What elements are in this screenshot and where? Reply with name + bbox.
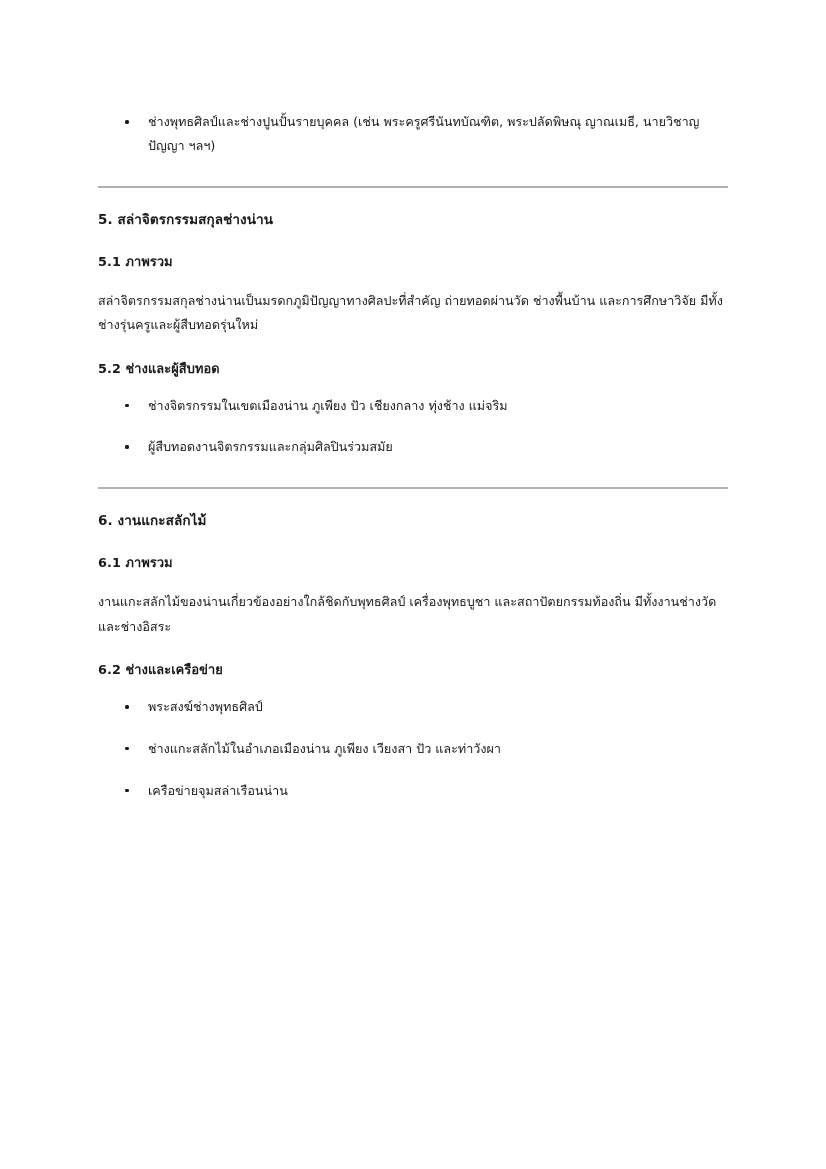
list-item-label: พระสงฆ์ช่างพุทธศิลป์ [148,699,263,715]
list-item [98,737,728,761]
bullet-list-5-2 [98,394,728,460]
subsection-heading-5-2: 5.2 ช่างและผู้สืบทอด [98,361,220,377]
list-item-label: เครือข่ายจุมสล่าเรือนน่าน [148,782,288,798]
list-item [98,110,728,158]
section-heading-6: 6. งานแกะสลักไม้ [98,513,207,530]
section-divider-wrapper-5 [98,158,728,188]
list-item-label: ช่างพุทธศิลป์และช่างปูนปั้นรายบุคคล (เช่น พระครูศรีนันทบัณฑิต, พระปลัดพิษณุ ญาณเมธี, นายวิชาญ ปัญญา ฯลฯ) [148,114,700,153]
list-item-label: ช่างจิตรกรรมในเขตเมืองน่าน ภูเพียง ปัว เชียงกลาง ทุ่งช้าง แม่จริม [148,397,508,413]
bullet-list-continuation [98,110,728,158]
list-item [98,435,728,459]
section-divider-wrapper-6 [98,459,728,489]
subsection-heading-6-2: 6.2 ช่างและเครือข่าย [98,663,223,679]
document-content [98,96,728,803]
list-item [98,394,728,418]
section-divider [98,487,728,489]
paragraph-6-1: งานแกะสลักไม้ของน่านเกี่ยวข้องอย่างใกล้ชิดกับพุทธศิลป์ เครื่องพุทธบูชา และสถาปัตยกรรมท้องถิ่น มีทั้งงานช่างวัดและช่างอิสระ [98,594,717,634]
list-item-label: ช่างแกะสลักไม้ในอำเภอเมืองน่าน ภูเพียง เวียงสา ปัว และท่าวังผา [148,740,501,756]
list-item-label: ผู้สืบทอดงานจิตรกรรมและกลุ่มศิลปินร่วมสมัย [148,439,393,455]
section-heading-5: 5. สล่าจิตรกรรมสกุลช่างน่าน [98,211,274,228]
list-item [98,779,728,803]
list-item [98,695,728,719]
subsection-heading-6-1: 6.1 ภาพรวม [98,556,173,572]
section-divider [98,186,728,188]
bullet-list-6-2 [98,695,728,803]
paragraph-5-1: สล่าจิตรกรรมสกุลช่างน่านเป็นมรดกภูมิปัญญาทางศิลปะที่สำคัญ ถ่ายทอดผ่านวัด ช่างพื้นบ้าน และการศึกษาวิจัย มีทั้งช่างรุ่นครูและผู้สืบทอดรุ่นใหม่ [98,292,723,333]
subsection-heading-5-1: 5.1 ภาพรวม [98,254,173,270]
